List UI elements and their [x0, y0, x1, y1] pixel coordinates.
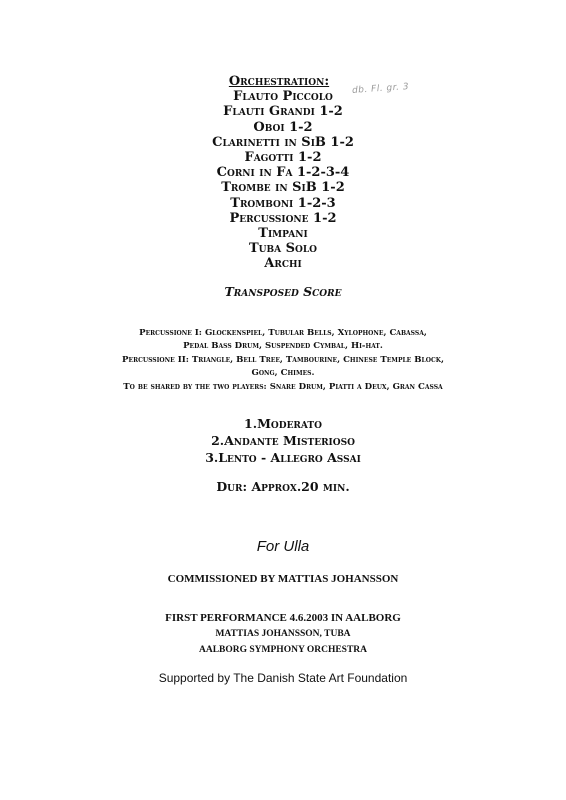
orchestration-heading: Orchestration:: [228, 74, 330, 89]
instrument-item: Flauto Piccolo: [233, 89, 333, 105]
instrument-item: Oboi 1-2: [253, 119, 313, 135]
first-performance-soloist: MATTIAS JOHANSSON, TUBA: [215, 629, 351, 639]
handwritten-annotation: db. Fl. gr. 3: [351, 82, 410, 96]
movements-list: [0, 415, 566, 466]
first-performance-orchestra: AALBORG SYMPHONY ORCHESTRA: [198, 645, 368, 655]
percussion-line: Pedal Bass Drum, Suspended Cymbal, Hi-hat.: [183, 341, 383, 352]
instrument-item: Percussione 1-2: [229, 210, 337, 226]
instrument-item: Archi: [264, 256, 302, 272]
movement-item: 1.Moderato: [244, 416, 322, 431]
score-type-label: Transposed Score: [224, 284, 342, 299]
dedication-text: For Ulla: [256, 538, 310, 555]
percussion-line: To be shared by the two players: Snare Drum, Piatti a Deux, Gran Cassa: [123, 381, 443, 392]
instrument-item: Clarinetti in SiB 1-2: [212, 134, 354, 150]
duration-label: Dur: Approx.20 min.: [216, 479, 350, 494]
percussion-line: Percussione I: Glockenspiel, Tubular Bells, Xylophone, Cabassa,: [139, 328, 427, 338]
instrument-item: Flauti Grandi 1-2: [223, 104, 343, 120]
instrument-item: Corni in Fa 1-2-3-4: [216, 165, 350, 181]
instrument-item: Tromboni 1-2-3: [230, 195, 336, 211]
commission-credit: COMMISSIONED BY MATTIAS JOHANSSON: [167, 573, 399, 585]
movement-item: 2.Andante Misterioso: [211, 433, 355, 448]
orchestration-list: [0, 74, 566, 272]
instrument-item: Timpani: [258, 226, 308, 242]
percussion-line: Gong, Chimes.: [251, 368, 315, 379]
percussion-details: [0, 327, 566, 394]
movement-item: 3.Lento - Allegro Assai: [205, 450, 361, 465]
instrument-item: Tuba Solo: [248, 241, 318, 257]
percussion-line: Percussione II: Triangle, Bell Tree, Tambourine, Chinese Temple Block,: [122, 354, 444, 365]
first-performance-block: [0, 610, 566, 658]
support-credit: Supported by The Danish State Art Foundation: [158, 671, 408, 685]
instrument-item: Fagotti 1-2: [244, 150, 322, 166]
instrument-item: Trombe in SiB 1-2: [221, 180, 345, 196]
first-performance-title: FIRST PERFORMANCE 4.6.2003 IN AALBORG: [165, 612, 401, 624]
